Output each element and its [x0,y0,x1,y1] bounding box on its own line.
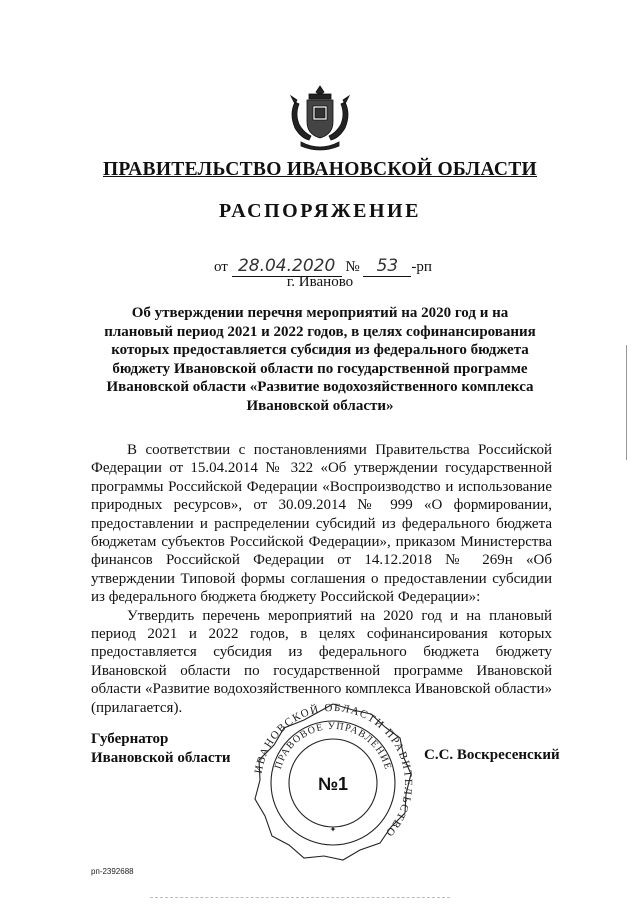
stamp-outer-text: ИВАНОВСКОЙ ОБЛАСТИ ПРАВИТЕЛЬСТВО [252,701,415,840]
official-stamp [244,700,422,866]
handwritten-date: 28.04.2020 [232,256,342,277]
city: г. Иваново [286,274,354,290]
svg-text:ПРАВОВОЕ УПРАВЛЕНИЕ [273,721,393,772]
document-heading: Об утверждении перечня мероприятий на 2020 год и на плановый период 2021 и 2022 годов, в целях софинансирования которых предоставляется субсидия из федерального бюджета бюджету Ивановской области по государственной программе Ивановской области «Развитие водохозяйственного комплекса Ивановской области» [104,305,536,414]
stamp-number: №1 [317,774,349,794]
number-suffix: -рп [411,259,432,275]
body-paragraph-2: Утвердить перечень мероприятий на 2020 год и на плановый период 2021 и 2022 годов, в целях софинансирования которых предоставляется субсидия из федерального бюджета бюджету Ивановской области по государственной программе Ивановской области «Развитие водохозяйственного комплекса Ивановской области» (прилагается). [91,607,552,716]
signatory-name: С.С. Воскресенский [424,747,560,763]
coat-of-arms-icon [287,82,353,154]
number-label: № [345,259,360,275]
position-line-1: Губернатор [91,731,169,747]
body-paragraph-1: В соответствии с постановлениями Правительства Российской Федерации от 15.04.2014 № 322 «Об утверждении государственной программы Российской Федерации «Воспроизводство и использование природных ресурсов», от 30.09.2014 № 999 «О формировании, предоставлении и распределении субсидий из федерального бюджета бюджетам субъектов Российской Федерации», приказом Министерства финансов Российской Федерации от 14.12.2018 № 269н «Об утверждении Типовой формы соглашения о предоставлении субсидии из федерального бюджета бюджету Российской Федерации»: [91,442,552,606]
scan-marks [150,897,450,899]
stamp-star-icon: ✦ [329,825,337,834]
position-line-2: Ивановской области [91,750,231,766]
edge-mark [626,345,627,460]
document-body [91,441,552,717]
stamp-inner-text: ПРАВОВОЕ УПРАВЛЕНИЕ [272,720,394,772]
handwritten-number: 53 [363,256,411,277]
signatory-position [91,730,231,768]
date-prefix: от [214,259,228,275]
organization-title: ПРАВИТЕЛЬСТВО ИВАНОВСКОЙ ОБЛАСТИ [102,159,538,180]
document-type: РАСПОРЯЖЕНИЕ [219,200,421,222]
document-code: рп-2392688 [91,867,134,876]
